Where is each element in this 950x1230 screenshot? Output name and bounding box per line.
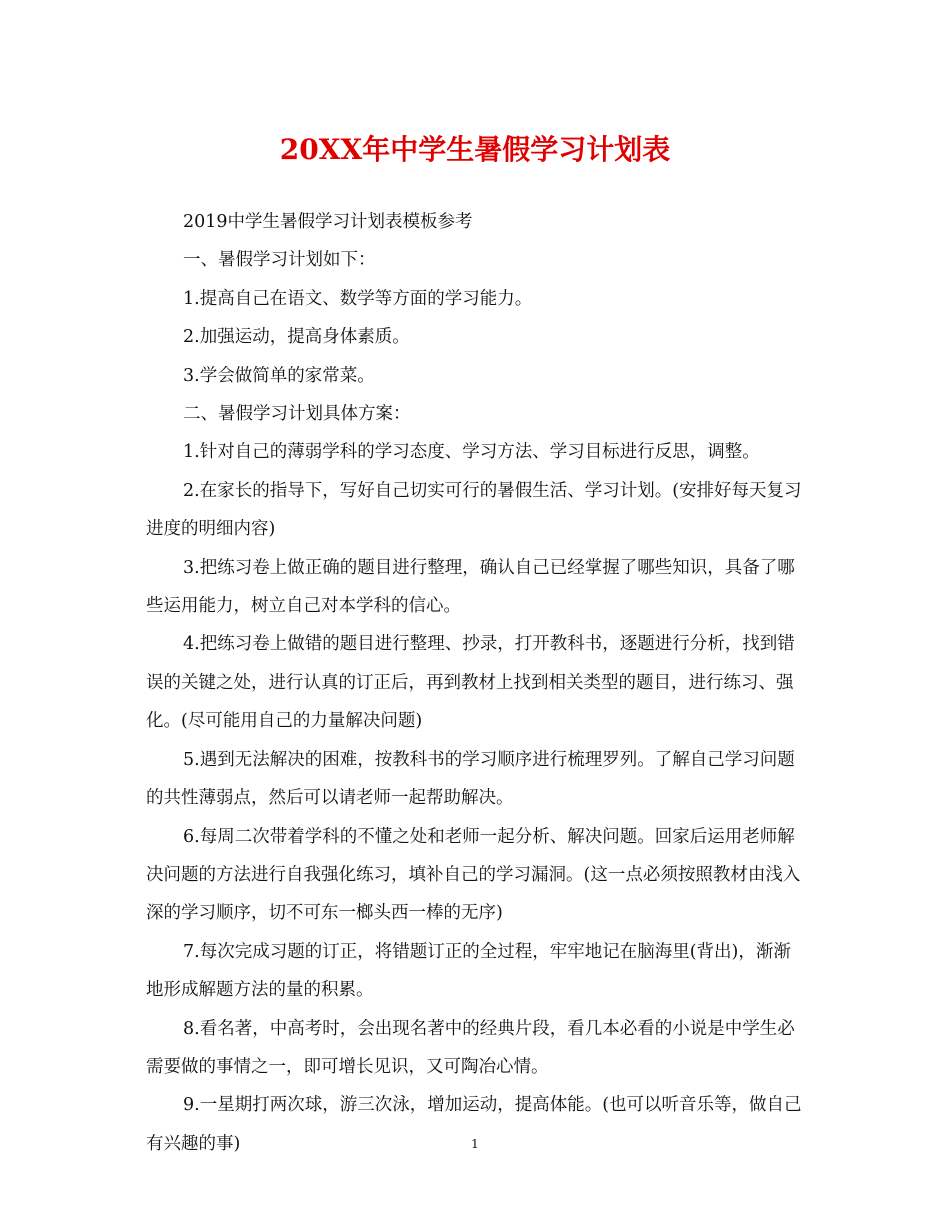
paragraph: 2.在家长的指导下，写好自己切实可行的暑假生活、学习计划。(安排好每天复习进度的明细内容) <box>146 480 802 540</box>
paragraph: 2.加强运动，提高身体素质。 <box>183 327 410 348</box>
paragraph: 5.遇到无法解决的困难，按教科书的学习顺序进行梳理罗列。了解自己学习问题的共性薄弱点，然后可以请老师一起帮助解决。 <box>146 749 795 809</box>
paragraph: 3.学会做简单的家常菜。 <box>183 365 375 386</box>
page-number: 1 <box>471 1137 479 1151</box>
paragraph: 1.针对自己的薄弱学科的学习态度、学习方法、学习目标进行反思，调整。 <box>183 442 760 463</box>
document-body <box>146 203 806 1163</box>
paragraph: 4.把练习卷上做错的题目进行整理、抄录，打开教科书，逐题进行分析，找到错误的关键之处，进行认真的订正后，再到教材上找到相关类型的题目，进行练习、强化。(尽可能用自己的力量解决问题) <box>146 634 795 732</box>
paragraph: 3.把练习卷上做正确的题目进行整理，确认自己已经掌握了哪些知识，具备了哪些运用能力，树立自己对本学科的信心。 <box>146 557 795 617</box>
paragraph: 2019中学生暑假学习计划表模板参考 <box>183 212 473 232</box>
paragraph: 7.每次完成习题的订正，将错题订正的全过程，牢牢地记在脑海里(背出)，渐渐地形成解题方法的量的积累。 <box>146 941 791 1001</box>
paragraph: 8.看名著，中高考时，会出现名著中的经典片段，看几本必看的小说是中学生必需要做的事情之一，即可增长见识，又可陶冶心情。 <box>146 1018 795 1077</box>
paragraph: 1.提高自己在语文、数学等方面的学习能力。 <box>183 288 533 309</box>
page-title: 20XX年中学生暑假学习计划表 <box>279 133 671 166</box>
section-heading: 一、暑假学习计划如下： <box>183 250 376 271</box>
section-heading: 二、暑假学习计划具体方案： <box>183 404 411 425</box>
paragraph: 6.每周二次带着学科的不懂之处和老师一起分析、解决问题。回家后运用老师解决问题的方法进行自我强化练习，填补自己的学习漏洞。(这一点必须按照教材由浅入深的学习顺序，切不可东一榔头西一棒的无序) <box>146 826 801 924</box>
paragraph: 9.一星期打两次球，游三次泳，增加运动，提高体能。(也可以听音乐等，做自己有兴趣的事) <box>146 1095 802 1154</box>
